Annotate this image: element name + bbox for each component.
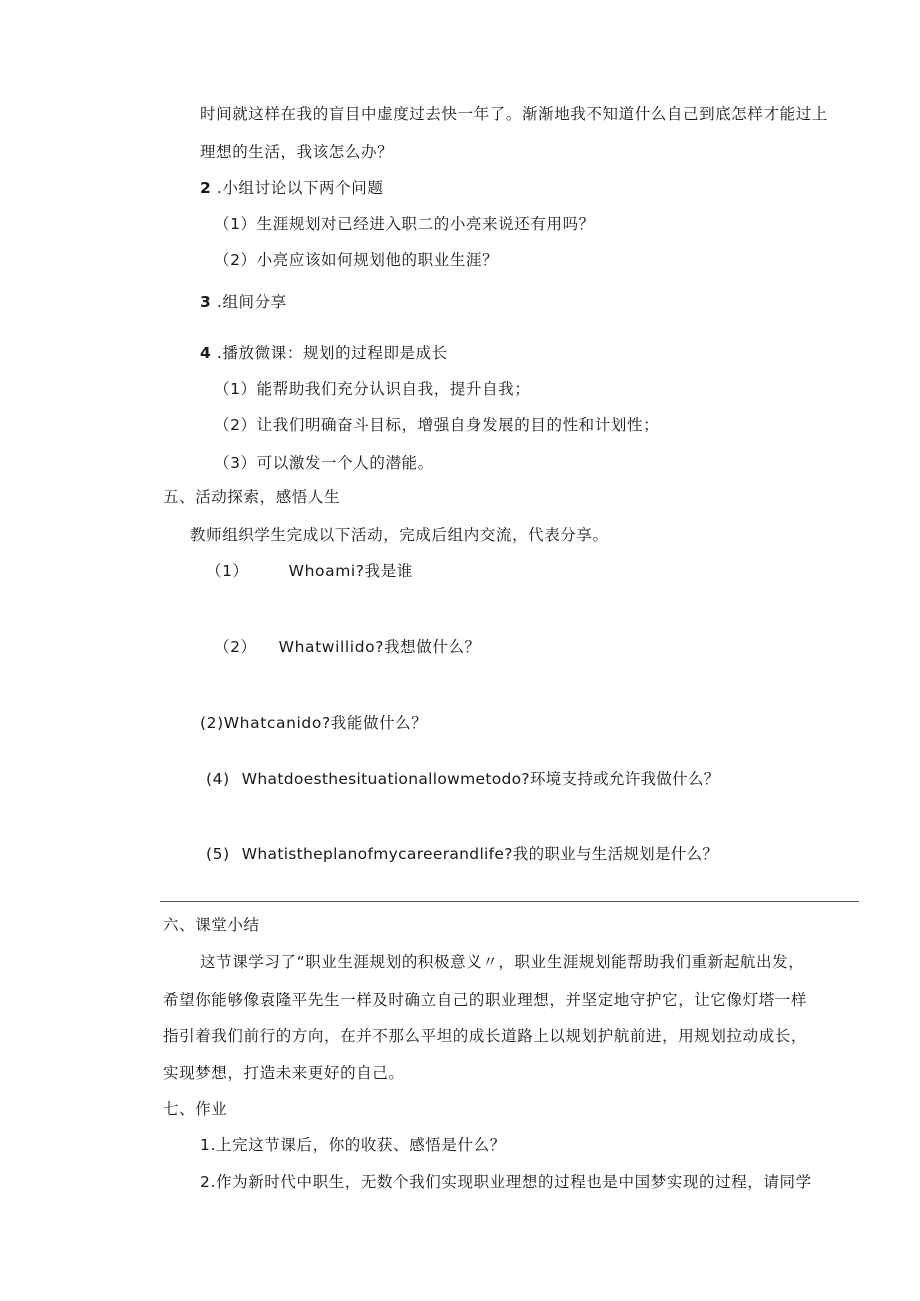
section-5-heading: 五、活动探索，感悟人生	[163, 488, 341, 506]
step-4-title: .播放微课：规划的过程即是成长	[216, 344, 448, 362]
step-4-point-3: （3）可以激发一个人的潜能。	[214, 454, 434, 472]
activity-item-4-text: Whatdoesthesituationallowmetodo?环境支持或允许我做什么？	[241, 770, 720, 788]
summary-line-1: 这节课学习了“职业生涯规划的积极意义〃，职业生涯规划能帮助我们重新起航出发，	[200, 953, 805, 971]
activity-item-3	[200, 712, 427, 734]
section-5-intro: 教师组织学生完成以下活动，完成后组内交流，代表分享。	[190, 526, 609, 544]
step-3-title: .组间分享	[216, 293, 287, 311]
activity-item-4-number: (4)	[206, 770, 230, 788]
homework-2: 2.作为新时代中职生，无数个我们实现职业理想的过程也是中国梦实现的过程，请同学	[200, 1173, 812, 1191]
homework-1: 1.上完这节课后，你的收获、感悟是什么？	[200, 1136, 506, 1154]
step-3-heading	[200, 291, 287, 313]
summary-line-2: 希望你能够像袁隆平先生一样及时确立自己的职业理想，并坚定地守护它，让它像灯塔一样	[163, 991, 808, 1009]
step-2-number: 2	[200, 179, 212, 197]
intro-line-1: 时间就这样在我的盲目中虚度过去快一年了。渐渐地我不知道什么自己到底怎样才能过上	[200, 105, 828, 123]
section-6-heading: 六、课堂小结	[163, 916, 260, 934]
activity-item-3-text: (2)Whatcanido?我能做什么？	[200, 714, 428, 732]
activity-item-1-number: （1）	[206, 562, 249, 580]
activity-item-2-text: Whatwillido?我想做什么？	[278, 638, 481, 656]
step-4-point-2: （2）让我们明确奋斗目标，增强自身发展的目的性和计划性；	[214, 416, 660, 434]
activity-item-2-number: （2）	[214, 638, 257, 656]
step-2-question-2: （2）小亮应该如何规划他的职业生涯？	[214, 251, 499, 269]
activity-item-5-text: Whatistheplanofmycareerandlife?我的职业与生活规划是什么？	[241, 845, 719, 863]
activity-item-1-text: Whoami?我是谁	[288, 562, 413, 580]
step-4-point-1: （1）能帮助我们充分认识自我，提升自我；	[214, 380, 531, 398]
summary-line-3: 指引着我们前行的方向，在并不那么平坦的成长道路上以规划护航前进，用规划拉动成长，	[163, 1027, 808, 1045]
intro-line-2: 理想的生活，我该怎么办？	[200, 143, 394, 161]
step-4-heading	[200, 342, 448, 364]
activity-item-5	[206, 843, 718, 865]
step-2-title: .小组讨论以下两个问题	[216, 179, 384, 197]
activity-item-2	[214, 636, 481, 658]
activity-item-5-number: (5)	[206, 845, 230, 863]
step-2-question-1: （1）生涯规划对已经进入职二的小亮来说还有用吗？	[214, 215, 595, 233]
step-3-number: 3	[200, 293, 212, 311]
activity-item-1	[206, 560, 413, 582]
activity-item-4	[206, 768, 720, 790]
step-2-heading	[200, 177, 383, 199]
section-divider	[160, 901, 859, 902]
section-7-heading: 七、作业	[163, 1100, 228, 1118]
summary-line-4: 实现梦想，打造未来更好的自己。	[163, 1064, 405, 1082]
step-4-number: 4	[200, 344, 212, 362]
